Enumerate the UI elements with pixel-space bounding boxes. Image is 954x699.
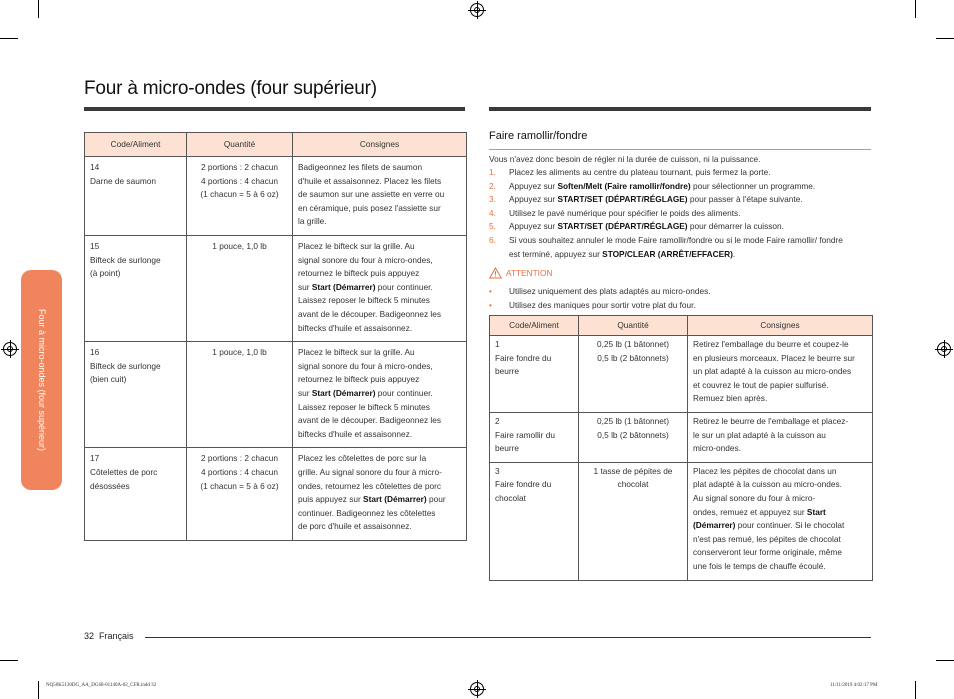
- list-item: [489, 193, 871, 207]
- food-name: Faire fondre du: [495, 352, 552, 363]
- instructions-cell: [293, 157, 467, 236]
- step-number: 3.: [489, 194, 496, 205]
- button-name: STOP/CLEAR (ARRÊT/EFFACER): [602, 248, 733, 259]
- food-name: beurre: [495, 366, 519, 377]
- instruction-line: [298, 493, 461, 507]
- step-number: 2.: [489, 180, 496, 191]
- instruction-line: le sur un plat adapté à la cuisson au: [693, 429, 826, 440]
- button-name: Soften/Melt (Faire ramollir/fondre): [557, 180, 691, 191]
- quantity-cell: [187, 236, 293, 342]
- instructions-cell: [688, 462, 873, 580]
- instruction-line: Placez les côtelettes de porc sur la: [298, 453, 427, 464]
- instruction-line: signal sonore du four à micro-ondes,: [298, 360, 433, 371]
- step-text: Appuyez sur: [509, 180, 558, 191]
- food-name: Bifteck de surlonge: [90, 254, 161, 265]
- step-text: pour démarrer la cuisson.: [687, 221, 784, 232]
- instruction-text: ondes, remuez et appuyez sur: [693, 506, 807, 517]
- warning-icon: [489, 267, 502, 279]
- instruction-line: Retirez le beurre de l'emballage et placez-: [693, 415, 849, 426]
- instructions-cell: [293, 448, 467, 541]
- instruction-line: continuer. Badigeonnez les côtelettes: [298, 507, 436, 518]
- quantity-line: (1 chacun = 5 à 6 oz): [200, 189, 279, 200]
- button-name: Start (Démarrer): [311, 387, 376, 398]
- quantity-line: 4 portions : 4 chacun: [200, 466, 279, 477]
- page-footer: [84, 631, 134, 641]
- section-divider: [489, 149, 871, 150]
- instruction-line: signal sonore du four à micro-ondes,: [298, 254, 433, 265]
- instruction-line: [298, 387, 461, 401]
- quantity-cell: [579, 336, 688, 413]
- table-row: [85, 236, 467, 342]
- button-name: (Démarrer): [693, 520, 736, 531]
- button-name: Start (Démarrer): [311, 281, 376, 292]
- food-code: 15: [90, 241, 100, 251]
- page-title: Four à micro-ondes (four supérieur): [84, 78, 377, 99]
- title-bar-right: [489, 107, 871, 111]
- column-header: Quantité: [187, 133, 293, 157]
- caution-list: [489, 285, 711, 312]
- table-row: [85, 448, 467, 541]
- step-number: 5.: [489, 221, 496, 232]
- button-name: START/SET (DÉPART/RÉGLAGE): [557, 221, 688, 232]
- instruction-line: Badigeonnez les filets de saumon: [298, 162, 423, 172]
- instruction-line: d'huile et assaisonnez. Placez les filets: [298, 175, 442, 186]
- food-name: chocolat: [495, 492, 526, 503]
- footer-language: Français: [99, 631, 134, 641]
- instruction-text: pour continuer. Si le chocolat: [735, 520, 845, 531]
- quantity-cell: [187, 342, 293, 448]
- page-number: 32: [84, 631, 95, 641]
- step-text: Appuyez sur: [509, 194, 558, 205]
- list-item: • Utilisez uniquement des plats adaptés au micro-ondes.: [489, 285, 711, 299]
- food-name: Bifteck de surlonge: [90, 360, 161, 371]
- instructions-cell: [688, 336, 873, 413]
- food-name: désossées: [90, 480, 130, 491]
- list-item: [489, 207, 871, 221]
- registration-mark-icon: [937, 342, 951, 356]
- step-number: 6.: [489, 234, 496, 245]
- step-number: 1.: [489, 167, 496, 177]
- instruction-line: retournez le bifteck puis appuyez: [298, 268, 420, 279]
- instruction-line: et couvrez le tout de papier sulfurisé.: [693, 379, 829, 390]
- food-code: 3: [495, 465, 500, 476]
- quantity-cell: [579, 412, 688, 462]
- quantity-line: 1 pouce, 1,0 lb: [212, 241, 267, 251]
- crop-mark: [0, 660, 18, 661]
- step-text: Utilisez le pavé numérique pour spécifier le poids des aliments.: [509, 207, 741, 218]
- instruction-line: [693, 519, 867, 533]
- instruction-text: sur: [298, 387, 312, 398]
- button-name: Start: [806, 506, 826, 517]
- food-code: 16: [90, 347, 100, 358]
- instruction-line: Laissez reposer le bifteck 5 minutes: [298, 401, 430, 412]
- print-slug-date: 11/11/2019 4:02:17 PM: [830, 683, 878, 688]
- quantity-line: 0,25 lb (1 bâtonnet): [597, 339, 669, 349]
- instruction-line: [693, 506, 867, 520]
- list-item: [489, 234, 871, 261]
- registration-mark-icon: [3, 342, 17, 356]
- instruction-line: conserveront leur forme originale, même: [693, 547, 842, 558]
- food-code: 14: [90, 162, 100, 172]
- instruction-line: Placez les pépites de chocolat dans un: [693, 465, 837, 476]
- section-intro: Vous n'avez donc besoin de régler ni la durée de cuisson, ni la puissance.: [489, 154, 761, 164]
- table-row: [490, 412, 873, 462]
- table-row: [85, 157, 467, 236]
- instructions-cell: [293, 236, 467, 342]
- crop-mark: [936, 660, 954, 661]
- title-bar-left: [84, 107, 465, 111]
- quantity-line: 0,5 lb (2 bâtonnets): [597, 429, 669, 440]
- print-slug-file: NQ50K5130DG_AA_DG68-01140A-02_CFR.indd 32: [46, 683, 157, 688]
- table-header-row: [490, 316, 873, 336]
- table-row: [490, 336, 873, 413]
- food-cell: [490, 462, 579, 580]
- instruction-line: avant de le découper. Badigeonnez les: [298, 415, 441, 426]
- quantity-line: 1 pouce, 1,0 lb: [212, 347, 267, 358]
- food-name: Faire fondre du: [495, 479, 552, 490]
- column-header: Code/Aliment: [85, 133, 187, 157]
- food-code: 1: [495, 339, 500, 349]
- instruction-text: puis appuyez sur: [298, 494, 364, 505]
- instruction-line: biftecks d'huile et assaisonnez.: [298, 428, 413, 439]
- instruction-line: de saumon sur une assiette en verre ou: [298, 189, 445, 200]
- food-name: (à point): [90, 268, 121, 279]
- column-header: Consignes: [688, 316, 873, 336]
- column-header: Quantité: [579, 316, 688, 336]
- registration-mark-icon: [470, 682, 484, 696]
- food-name: Côtelettes de porc: [90, 466, 158, 477]
- instruction-text: pour continuer.: [375, 281, 433, 292]
- registration-mark-icon: [470, 3, 484, 17]
- crop-mark: [915, 0, 916, 18]
- instruction-text: sur: [298, 281, 312, 292]
- button-name: Start (Démarrer): [363, 494, 427, 505]
- step-text: Placez les aliments au centre du plateau tournant, puis fermez la porte.: [509, 167, 771, 177]
- food-cell: [85, 157, 187, 236]
- quantity-line: (1 chacun = 5 à 6 oz): [200, 480, 279, 491]
- food-cell: [85, 448, 187, 541]
- quantity-line: 0,5 lb (2 bâtonnets): [597, 352, 669, 363]
- table-row: [490, 462, 873, 580]
- step-text: Appuyez sur: [509, 221, 558, 232]
- instruction-line: biftecks d'huile et assaisonnez.: [298, 322, 413, 333]
- section-title: Faire ramollir/fondre: [489, 130, 588, 142]
- column-header: Consignes: [293, 133, 467, 157]
- food-cell: [490, 412, 579, 462]
- instruction-line: micro-ondes.: [693, 443, 741, 454]
- instruction-line: Placez le bifteck sur la grille. Au: [298, 241, 415, 251]
- instruction-line: la grille.: [298, 216, 327, 227]
- crop-mark: [38, 0, 39, 18]
- instruction-text: pour continuer.: [375, 387, 433, 398]
- quantity-line: chocolat: [617, 479, 649, 490]
- soften-melt-table: [489, 315, 873, 581]
- footer-divider: [145, 637, 871, 638]
- side-tab[interactable]: [21, 270, 62, 490]
- step-text: .: [732, 248, 736, 259]
- instruction-line: de porc d'huile et assaisonnez.: [298, 521, 412, 532]
- instruction-line: [298, 281, 461, 295]
- column-header: Code/Aliment: [490, 316, 579, 336]
- instruction-text: pour: [426, 494, 446, 505]
- food-code: 2: [495, 415, 500, 426]
- instruction-line: retournez le bifteck puis appuyez: [298, 374, 420, 385]
- list-item: [489, 180, 871, 194]
- side-tab-label: Four à micro-ondes (four supérieur): [36, 308, 47, 452]
- instruction-line: en plusieurs morceaux. Placez le beurre sur: [693, 352, 855, 363]
- crop-mark: [0, 38, 18, 39]
- instruction-line: n'est pas remué, les pépites de chocolat: [693, 533, 841, 544]
- steps-list: [489, 166, 871, 261]
- table-row: [85, 342, 467, 448]
- list-item: [489, 220, 871, 234]
- food-name: Faire ramollir du: [495, 429, 555, 440]
- instruction-line: une fois le temps de chauffe écoulé.: [693, 560, 826, 571]
- cooking-table: [84, 132, 467, 541]
- food-name: (bien cuit): [90, 374, 127, 385]
- quantity-line: 2 portions : 2 chacun: [200, 453, 279, 464]
- step-text: pour sélectionner un programme.: [690, 180, 816, 191]
- food-cell: [85, 236, 187, 342]
- food-name: Darne de saumon: [90, 175, 156, 186]
- quantity-cell: [187, 157, 293, 236]
- quantity-line: 0,25 lb (1 bâtonnet): [597, 415, 669, 426]
- instruction-line: Remuez bien après.: [693, 393, 768, 404]
- instruction-line: plat adapté à la cuisson au micro-ondes.: [693, 479, 842, 490]
- crop-mark: [915, 681, 916, 699]
- crop-mark: [936, 38, 954, 39]
- instruction-line: un plat adapté à la cuisson au micro-ondes: [693, 366, 852, 377]
- instruction-line: grille. Au signal sonore du four à micro-: [298, 466, 442, 477]
- step-text: pour passer à l'étape suivante.: [687, 194, 803, 205]
- attention-heading: [489, 267, 552, 279]
- step-text: Si vous souhaitez annuler le mode Faire ramollir/fondre ou si le mode Faire ramollir/ fondre est terminé, appuyez sur: [509, 234, 843, 259]
- quantity-cell: [187, 448, 293, 541]
- step-number: 4.: [489, 207, 496, 218]
- food-cell: [490, 336, 579, 413]
- food-cell: [85, 342, 187, 448]
- instruction-line: ondes, retournez les côtelettes de porc: [298, 480, 441, 491]
- quantity-line: 4 portions : 4 chacun: [200, 175, 279, 186]
- quantity-line: 2 portions : 2 chacun: [200, 162, 279, 172]
- instruction-line: Retirez l'emballage du beurre et coupez-le: [693, 339, 849, 349]
- food-code: 17: [90, 453, 100, 464]
- instruction-line: Laissez reposer le bifteck 5 minutes: [298, 295, 430, 306]
- instructions-cell: [293, 342, 467, 448]
- table-header-row: [85, 133, 467, 157]
- instructions-cell: [688, 412, 873, 462]
- list-item: • Utilisez des maniques pour sortir votre plat du four.: [489, 299, 711, 313]
- instruction-line: Au signal sonore du four à micro-: [693, 492, 816, 503]
- button-name: START/SET (DÉPART/RÉGLAGE): [557, 194, 688, 205]
- instruction-line: en céramique, puis posez l'assiette sur: [298, 202, 441, 213]
- instruction-line: avant de le découper. Badigeonnez les: [298, 308, 441, 319]
- attention-label: ATTENTION: [506, 268, 553, 278]
- food-name: beurre: [495, 443, 519, 454]
- quantity-line: 1 tasse de pépites de: [593, 465, 673, 476]
- quantity-cell: [579, 462, 688, 580]
- list-item: [489, 166, 871, 180]
- crop-mark: [38, 681, 39, 699]
- instruction-line: Placez le bifteck sur la grille. Au: [298, 347, 415, 358]
